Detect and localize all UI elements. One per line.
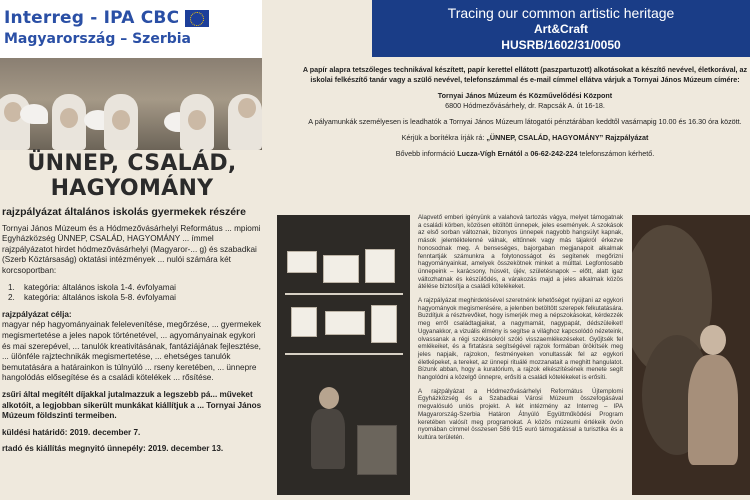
photo-girl-body (688, 355, 738, 465)
photo-shelf-item (323, 255, 359, 283)
contact-info (300, 149, 750, 159)
photo-shelf-item (371, 305, 397, 343)
interreg-brand (0, 0, 262, 58)
envelope-label: „ÜNNEP, CSALÁD, HAGYOMÁNY” Rajzpályázat (486, 133, 649, 142)
goals-list: magyar nép hagyományainak felelevenítése, megőrzése, ... gyermekek megismertetése a jeles napok történetével, ... agyományainak egykori és mai szerepével, ... tanulók kreativitásának, fantáziájának fejlesztése, ... ülönféle rajztechnikák megismertetése, ... ehetséges tanulók bemutatására a határainkon is túlnyúló ... rseny keretében, ... ünnepre hangolódás elősegítése és a családi kötelékek ... rősítése. (2, 320, 261, 383)
category-text: kategória: általános iskola 5-8. évfolyamai (24, 293, 177, 303)
submission-paragraph: A papír alapra tetszőleges technikával készített, papír kerettel ellátott (paszpartuzott) alkotásokat a készítő nevével, életkorával, az iskolai felkészítő tanár vagy a szülő nevével, telefonszámmal és e-mail címmel ellátva várjuk a Tornyai János Múzeum címére: (302, 65, 748, 84)
photo-face (238, 98, 256, 118)
category-number: 1. (8, 282, 15, 292)
project-code: HUSRB/1602/31/0050 (501, 38, 621, 52)
museum-address (300, 91, 750, 111)
prize-text: zsűri által megítélt díjakkal jutalmazzuk a legszebb pá... műveket alkotóit, a legjobban sikerült munkákat kiállítjuk a ... Tornyai János Múzeum földszinti termeiben. (2, 389, 262, 421)
brand-line1 (4, 8, 262, 28)
category-2 (8, 293, 262, 304)
header-gap (262, 0, 372, 57)
project-subtitle: Art&Craft (534, 22, 588, 36)
competition-intro: Tornyai János Múzeum és a Hódmezővásárhelyi Református ... mpiomi Egyházközség ÜNNEP, CSALÁD, HAGYOMÁNY ... ímmel rajzpályázatot hirdet hódmezővásárhelyi (Magyaror-... g) és szabadkai (Szerb Köztársaság) oktatási intézmények ... nulói számára két korcsoportban: (2, 223, 261, 275)
submission-info (300, 65, 750, 165)
project-title: Tracing our common artistic heritage (447, 5, 675, 21)
eu-flag-icon (185, 10, 209, 27)
brand-line2: Magyarország – Szerbia (4, 31, 191, 47)
photo-child-head (319, 387, 339, 409)
envelope-note-prefix: Kérjük a borítékra írják rá: (401, 133, 487, 142)
christmas-tree-photo (632, 215, 750, 495)
museum-name: Tornyai János Múzeum és Közművelődési Központ (437, 91, 613, 100)
photo-shelf-item (365, 249, 395, 283)
photo-counter (357, 425, 397, 475)
contact-phone: 06-62-242-224 (530, 149, 578, 158)
article-paragraph-3: A rajzpályázat a Hódmezővásárhelyi Református Újtemplomi Egyházközség és a Szabadkai Városi Múzeum összefogásával megvalósuló uniós projekt. A két intézmény az Interreg – IPA Magyarország-Szerbia Határon Átnyúló Együttműködési Program keretében valósít meg programokat. A közös múzeumi értékeik óvón nyomában címmel összesen 586 915 euró támogatással a turisztika és a kultúra területén. (418, 387, 623, 441)
drop-off-info: A pályamunkák személyesen is leadhatók a Tornyai János Múzeum látogatói pénztárában keddtől vasárnapig 10.00 és 16.30 óra között. (308, 117, 742, 126)
photo-shelf-item (287, 251, 317, 273)
title-line2: HAGYOMÁNY (50, 176, 214, 201)
ceremony-date: rtadó és kiállítás megnyitó ünnepély: 2019. december 13. (2, 444, 224, 454)
shop-interior-photo (277, 215, 410, 495)
brand-name: Interreg - IPA CBC (4, 8, 180, 28)
title-line1: ÜNNEP, CSALÁD, (27, 151, 237, 176)
photo-face (112, 110, 130, 130)
photo-shelf (285, 353, 403, 355)
competition-subtitle: rajzpályázat általános iskolás gyermekek részére (2, 206, 246, 218)
competition-details (0, 150, 262, 500)
children-angels-photo (0, 58, 262, 150)
contact-prefix: Bővebb információ (395, 149, 458, 158)
article-paragraph-2: A rajzpályázat meghirdetésével szeretnénk lehetőséget nyújtani az egykori hagyományok megismerésére, a jelenben betöltött szerepek felkutatására. Buzdítjuk a résztvevőket, hogy ismerjék meg a népszokásokat, kérdezzék meg erről családtagjaikat, a nagymamát, nagypapát, dédszüleiket! Ugyanakkor, a vizuális élmény is segítse a világhoz kapcsolódó nézeteink, olvassanak a régi szokásokról szóló visszaemlékezéseket. Gyűjtsék fel emlékeiket, és a firtatásra segítségével rajzok formában örökítsék meg jeles napjaik, rajzokon, festményeken vonultassák fel az egykori életképeket, a tereket, az ünnepi rituálé mozzanatait a meghitt hangulatot. Bízunk abban, hogy a kuratórium, a rajzok elkészítésének menete segít hangolódni a közelgő ünnepre, erősíti a családi kötelékeket is erősíti. (418, 297, 623, 382)
photo-wing (20, 104, 48, 124)
photo-face (60, 108, 78, 128)
envelope-note (300, 133, 750, 143)
article-paragraph-1: Alapvető emberi igényünk a valahová tartozás vágya, melyet támogatnak a családi körben, közösen eltöltött ünnepek, jeles események. A szokások az első sorban változnak, bizonyos ünnepek nagyobb hangsúlyt kapnak, mások jelentéktelenné válnak, eltűnnek vagy más tájakról érkezve honosodnak meg. A benseséges, bajorgaban megjanapoit alkalmak fenntartják számunkra a folytonosságot és segítenek megőrizni hagyományainkat, amelyek összekötnek minket a múlttal. Legfontosabb ünnepeink – karácsony, húsvét, újév, születésnapok – előtt, alatt igaz változhatnak és készülődés, a várakozás majd a jeles alkalmak közös átélése biztosítja a családi kötelékeket. (418, 214, 623, 291)
competition-title (2, 151, 262, 201)
category-number: 2. (8, 293, 15, 303)
photo-shelf-item (325, 311, 365, 335)
category-1 (8, 283, 262, 294)
goals-heading: rajzpályázat célja: (2, 309, 72, 319)
category-text: kategória: általános iskola 1-4. évfolyamai (24, 282, 177, 292)
contact-mid: a (522, 149, 531, 158)
photo-shelf (285, 293, 403, 295)
deadline: küldési határidő: 2019. december 7. (2, 427, 141, 437)
photo-shelf-item (291, 307, 317, 337)
photo-child-body (311, 409, 345, 469)
museum-street: 6800 Hódmezővásárhely, dr. Rapcsák A. út 16-18. (445, 101, 605, 110)
article-text (418, 214, 623, 500)
contact-person: Lucza-Vígh Ernától (457, 149, 523, 158)
contact-suffix: telefonszámon kérhető. (577, 149, 655, 158)
photo-girl-head (700, 325, 726, 355)
project-header (372, 0, 750, 57)
photo-face (188, 110, 206, 130)
